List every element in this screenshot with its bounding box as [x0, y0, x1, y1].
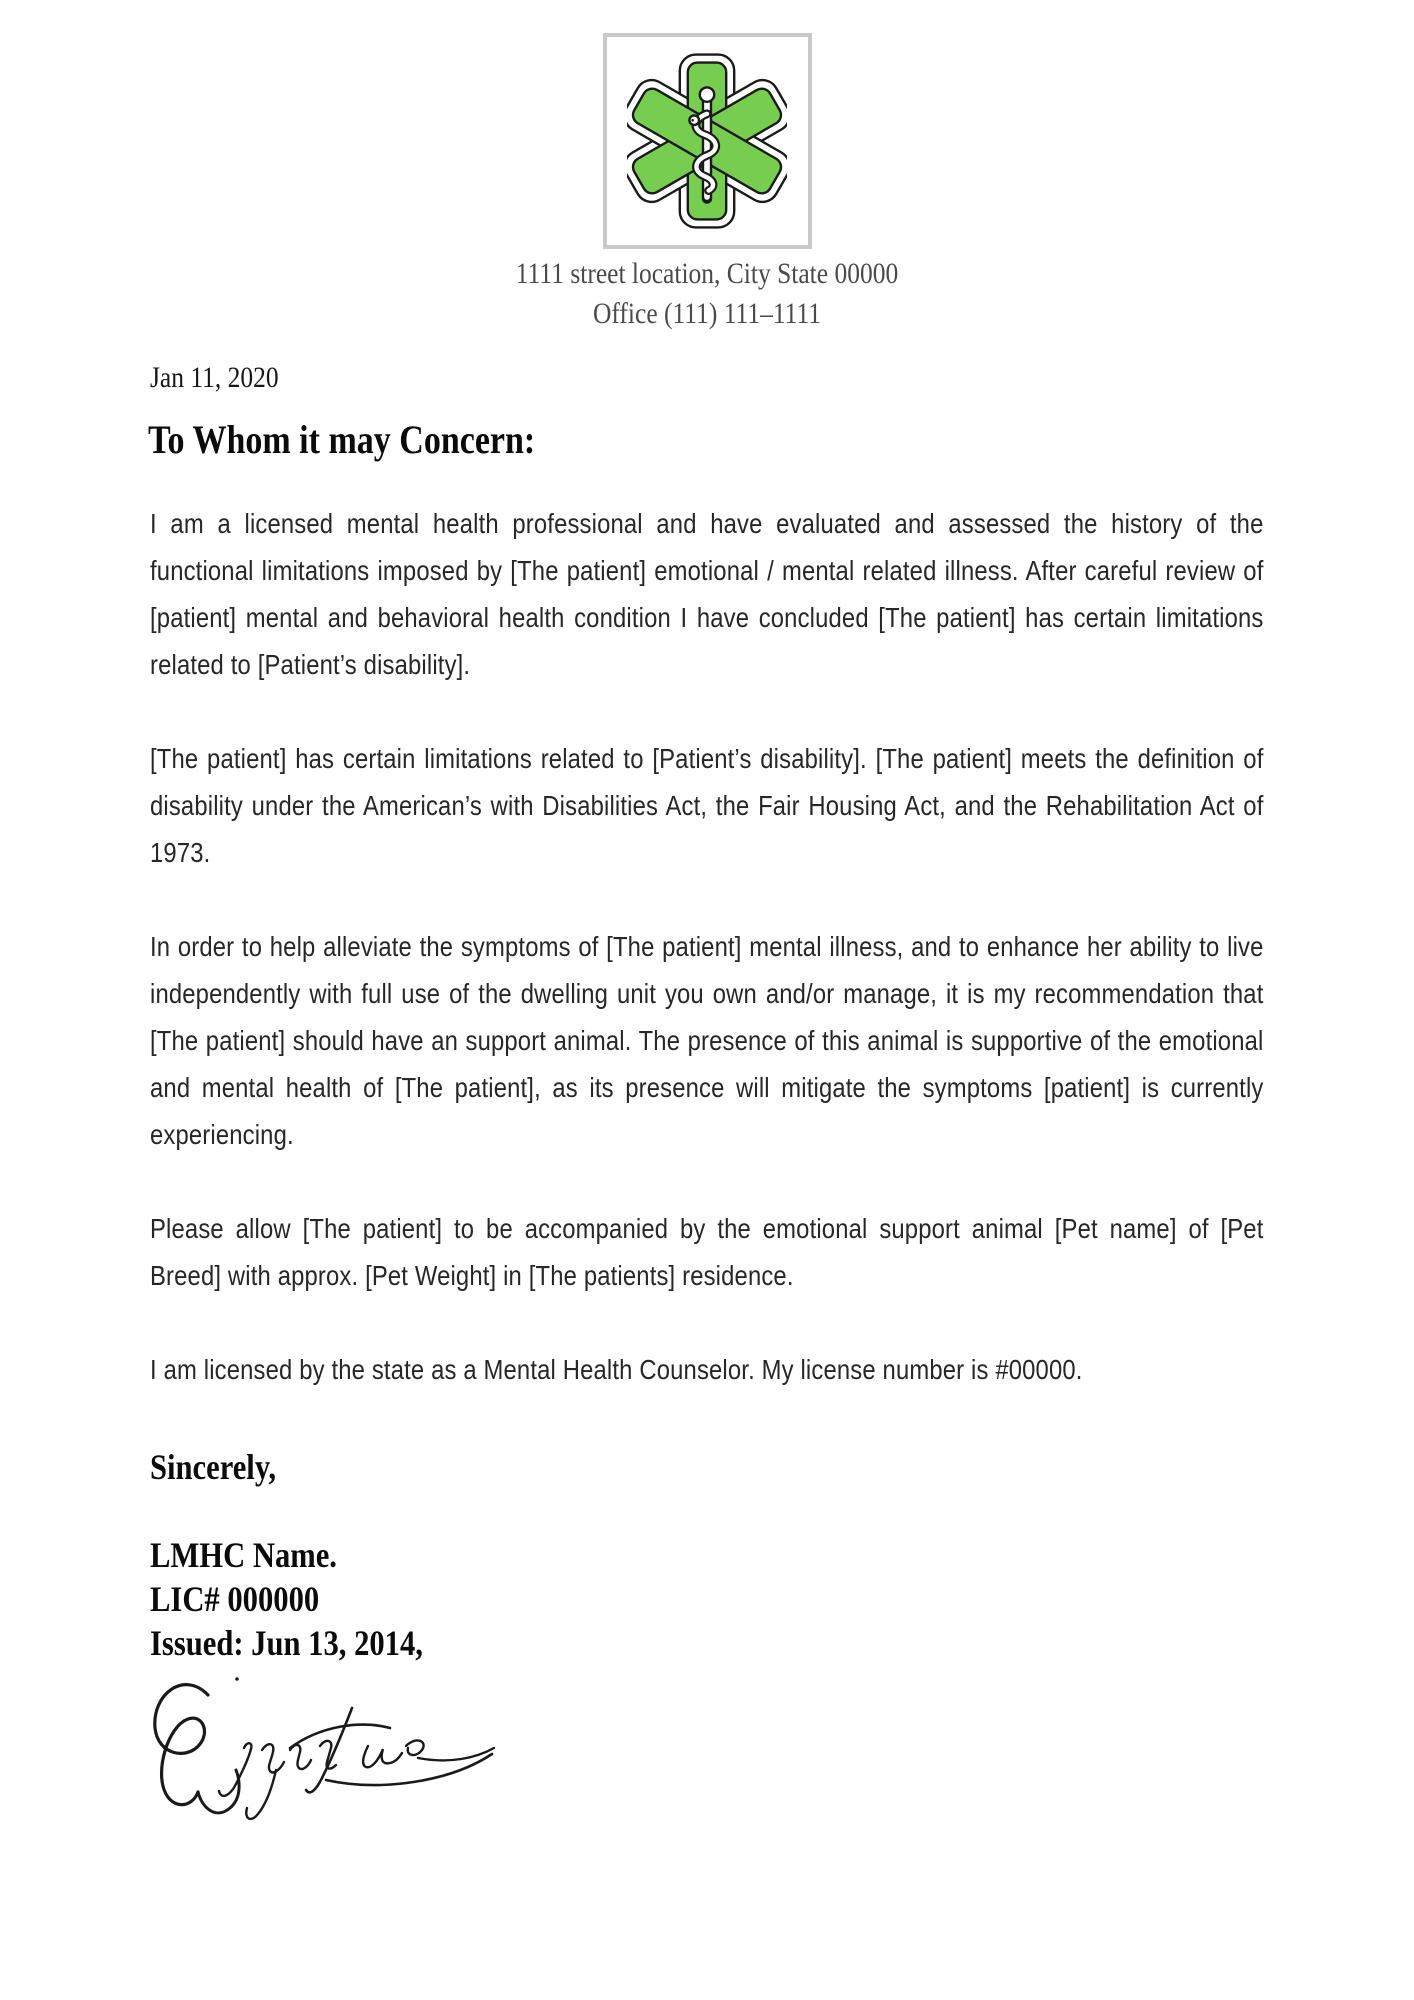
- signer-name: LMHC Name.: [150, 1535, 337, 1575]
- signer-license: LIC# 000000: [150, 1579, 320, 1619]
- star-of-life-icon: [627, 53, 787, 229]
- paragraph-license: I am licensed by the state as a Mental Health Counselor. My license number is #00000.: [150, 1354, 1083, 1385]
- paragraph-pet-details: Please allow [The patient] to be accompanied by the emotional support animal [Pet name] of [Pet Breed] with approx. [Pet Weight] in [The patients] residence.: [150, 1213, 1264, 1291]
- paragraph-disability: [The patient] has certain limitations related to [Patient’s disability]. [The patient] meets the definition of disability under the American’s with Disabilities Act, the Fair Housing Act, and the Rehabilitation Act of 1973.: [150, 743, 1264, 868]
- letterhead: [0, 33, 1414, 334]
- signature-script-icon: [140, 1662, 520, 1852]
- salutation: To Whom it may Concern:: [148, 417, 536, 462]
- paragraph-evaluation: I am a licensed mental health professional and have evaluated and assessed the history of the functional limitations imposed by [The patient] emotional / mental related illness. After careful review of [patient] mental and behavioral health condition I have concluded [The patient] has certain limitations related to [Patient’s disability].: [150, 508, 1264, 680]
- paragraph-recommendation: In order to help alleviate the symptoms of [The patient] mental illness, and to enhance her ability to live independently with full use of the dwelling unit you own and/or manage, it is my recommendation that [The patient] should have an support animal. The presence of this animal is supportive of the emotional and mental health of [The patient], as its presence will mitigate the symptoms [patient] is currently experiencing.: [150, 931, 1264, 1150]
- signer-issued: Issued: Jun 13, 2014,: [150, 1623, 423, 1663]
- address-line-2: Office (111) 111–1111: [592, 297, 822, 330]
- logo-box: [603, 33, 812, 249]
- letterhead-address: [106, 254, 1308, 334]
- valediction: Sincerely,: [150, 1447, 277, 1487]
- signature: [140, 1662, 520, 1852]
- letter-body: [150, 500, 1264, 1393]
- address-line-1: 1111 street location, City State 00000: [515, 257, 899, 290]
- letter-date: Jan 11, 2020: [150, 361, 279, 394]
- closing-block: [150, 1445, 1224, 1665]
